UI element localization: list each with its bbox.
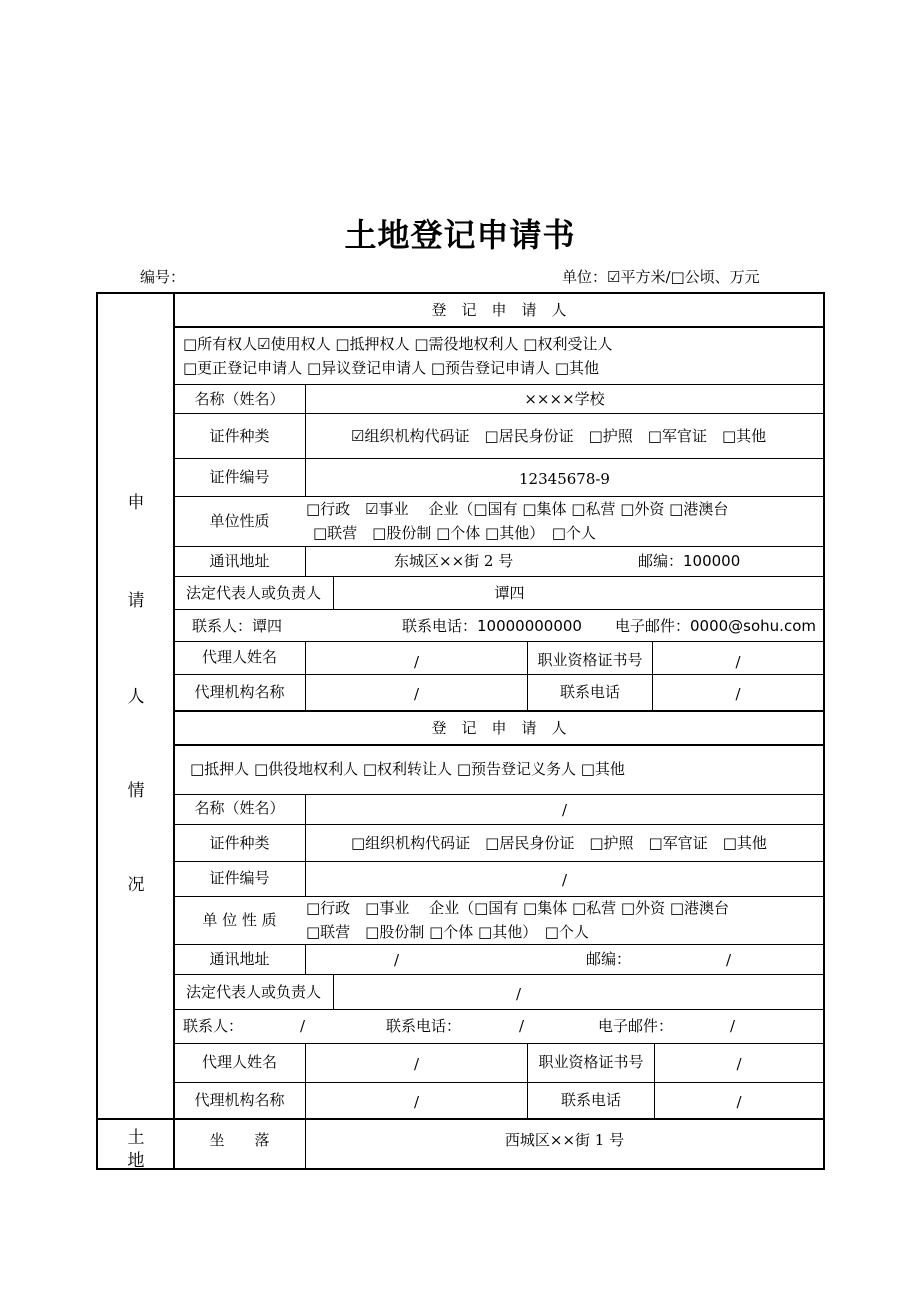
s2-agent-name-label: 代理人姓名 [201,1053,277,1071]
s2-agency-phone-value: / [736,1093,742,1111]
s1-cert-no-value: 12345678-9 [519,470,610,488]
s2-contact-label: 联系人： [183,1017,244,1035]
s1-type-line2: □更正登记申请人 □异议登记申请人 □预告登记申请人 □其他 [183,359,599,377]
s2-cert-type-label: 证件种类 [209,834,270,852]
s1-qual-label: 职业资格证书号 [537,651,643,669]
s2-name-value: / [561,801,568,819]
s1-agency-value: / [413,685,420,703]
s2-qual-value: / [736,1055,742,1073]
page-title: 土地登记申请书 [344,216,576,254]
s1-unit-nature-label: 单位性质 [209,512,270,530]
side-label-shen: 申 [127,493,145,513]
s2-legal-rep-value: / [516,985,522,1003]
s1-legal-rep-value: 谭四 [494,584,525,602]
s2-agency-label: 代理机构名称 [194,1091,285,1109]
s2-phone-value: / [519,1017,525,1035]
s2-address-label: 通讯地址 [209,950,270,968]
s2-name-label: 名称（姓名） [194,799,285,817]
s2-cert-no-value: / [561,871,568,889]
s1-phone: 联系电话：10000000000 [402,617,582,635]
s2-address-value: / [394,951,400,969]
s1-name-label: 名称（姓名） [194,390,285,408]
land-location-value: 西城区××街 1 号 [504,1131,625,1149]
s1-agent-name-label: 代理人姓名 [201,648,277,666]
s2-postcode-label: 邮编： [586,950,632,968]
s2-postcode-value: / [726,951,732,969]
s2-phone-label: 联系电话： [386,1017,462,1035]
s1-type-line1: □所有权人☑使用权人 □抵押权人 □需役地权利人 □权利受让人 [183,335,613,353]
land-location-label: 坐 落 [209,1131,270,1149]
s2-cert-no-label: 证件编号 [209,869,270,887]
s1-cert-no-label: 证件编号 [209,468,270,486]
s2-email-value: / [730,1017,736,1035]
s2-type-line: □抵押人 □供役地权利人 □权利转让人 □预告登记义务人 □其他 [190,760,625,778]
s2-agent-name-value: / [413,1055,420,1073]
s2-contact-value: / [300,1017,306,1035]
unit-label: 单位：☑平方米/□公顷、万元 [562,268,760,286]
s1-contact: 联系人：谭四 [192,617,283,635]
s1-agent-name-value: / [413,653,420,671]
side-label-qing: 请 [127,591,145,611]
s1-heading: 登 记 申 请 人 [431,301,567,319]
s2-unit-nature-line1: □行政 □事业 企业（□国有 □集体 □私营 □外资 □港澳台 [306,899,730,917]
side-label-qing2: 情 [127,781,145,801]
s2-agency-phone-label: 联系电话 [560,1091,621,1109]
s2-heading: 登 记 申 请 人 [431,719,567,737]
s2-cert-type-value: □组织机构代码证 □居民身份证 □护照 □军官证 □其他 [351,834,767,852]
s2-unit-nature-line2: □联营 □股份制 □个体 □其他） □个人 [306,923,589,941]
s1-agency-phone-label: 联系电话 [559,683,620,701]
s1-unit-nature-line1: □行政 ☑事业 企业（□国有 □集体 □私营 □外资 □港澳台 [306,500,729,518]
s2-email-label: 电子邮件： [598,1017,674,1035]
s1-agency-label: 代理机构名称 [194,683,285,701]
s1-postcode: 邮编：100000 [638,552,741,570]
s1-qual-value: / [735,653,741,671]
s1-address-label: 通讯地址 [209,552,270,570]
side-label-di: 地 [127,1151,145,1171]
s2-qual-label: 职业资格证书号 [538,1053,644,1071]
s1-agency-phone-value: / [735,685,741,703]
s2-unit-nature-label: 单 位 性 质 [202,911,277,929]
s1-unit-nature-line2: □联营 □股份制 □个体 □其他） □个人 [313,524,596,542]
side-label-kuang: 况 [127,875,145,895]
side-label-tu: 土 [127,1128,145,1148]
s1-email: 电子邮件：0000@sohu.com [615,617,816,635]
s1-cert-type-value: ☑组织机构代码证 □居民身份证 □护照 □军官证 □其他 [351,427,767,445]
s1-legal-rep-label: 法定代表人或负责人 [185,584,321,602]
s2-legal-rep-label: 法定代表人或负责人 [185,983,321,1001]
s2-agency-value: / [413,1093,420,1111]
side-label-ren: 人 [127,687,145,707]
s1-cert-type-label: 证件种类 [209,427,270,445]
s1-address-value: 东城区××街 2 号 [394,552,514,570]
number-label: 编号： [140,268,186,286]
s1-name-value: ××××学校 [524,390,605,408]
